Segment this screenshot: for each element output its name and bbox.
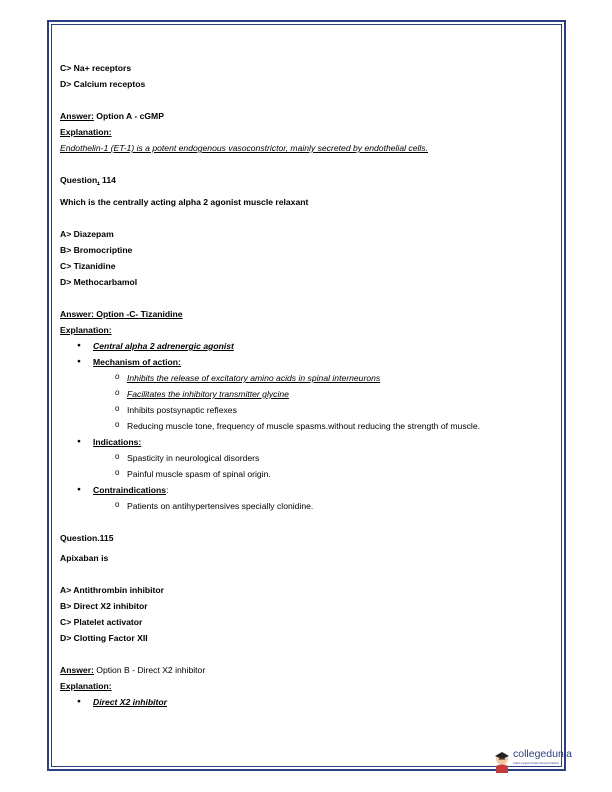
bullet-item: ● Indications: [60,434,540,450]
explanation-list [60,338,540,514]
bullet-item [60,482,540,498]
question-number: 114 [99,175,116,185]
answer-line [60,662,540,678]
collegedunia-logo [492,748,576,776]
answer-text: Option A - cGMP [93,111,164,121]
logo-wordmark: collegedunia [513,748,572,760]
explanation-list [60,694,540,710]
document-body [60,60,540,710]
contraindications-colon: : [166,485,169,495]
sub-item: o Spasticity in neurological disorders [60,450,540,466]
option-d: D> Clotting Factor XII [60,633,148,643]
explanation-label: Explanation: [60,127,112,137]
option-a: A> Antithrombin inhibitor [60,585,164,595]
sub-item: o Facilitates the inhibitory transmitter glycine [60,386,540,402]
sub-item: o Patients on antihypertensives specially clonidine. [60,498,540,514]
option-d: D> Methocarbamol [60,277,138,287]
explanation-label: Explanation: [60,681,112,691]
option-c: C> Tizanidine [60,261,116,271]
option-b: B> Direct X2 inhibitor [60,601,148,611]
answer-label: Answer: [60,111,94,121]
option-d: D> Calcium receptos [60,79,146,89]
bullet-item: ● Mechanism of action: [60,354,540,370]
sub-item: o Reducing muscle tone, frequency of muscle spasms.without reducing the strength of muscle. [60,418,519,434]
option-a: A> Diazepam [60,229,114,239]
question-label: Question [60,175,98,185]
question-115-text: Apixaban is [60,553,109,563]
explanation-label: Explanation: [60,325,112,335]
question-114-title [60,172,540,188]
answer-line: Answer: Option -C- Tizanidine [60,309,183,319]
answer-line [60,108,540,124]
sub-item: o Painful muscle spasm of spinal origin. [60,466,540,482]
bullet-item: ● Central alpha 2 adrenergic agonist [60,338,540,354]
sub-item: o Inhibits postsynaptic reflexes [60,402,540,418]
option-c: C> Platelet activator [60,617,143,627]
question-114-text: Which is the centrally acting alpha 2 agonist muscle relaxant [60,197,309,207]
option-b: B> Bromocriptine [60,245,133,255]
sub-item: o Inhibits the release of excitatory amino acids in spinal interneurons [60,370,540,386]
bullet-item: ● Direct X2 inhibitor [60,694,540,710]
mascot-icon [492,750,512,774]
contraindications-label: Contraindications [93,485,167,495]
answer-text: Option B - Direct X2 inhibitor [93,665,206,675]
question-comma: , [97,175,100,185]
answer-label: Answer: [60,665,94,675]
logo-tagline: India's Largest Student Review Platform [513,762,560,765]
question-115-title: Question.115 [60,533,114,543]
option-c: C> Na+ receptors [60,63,132,73]
explanation-text: Endothelin-1 (ET-1) is a potent endogenous vasoconstrictor, mainly secreted by endothelial cells. [60,143,428,153]
